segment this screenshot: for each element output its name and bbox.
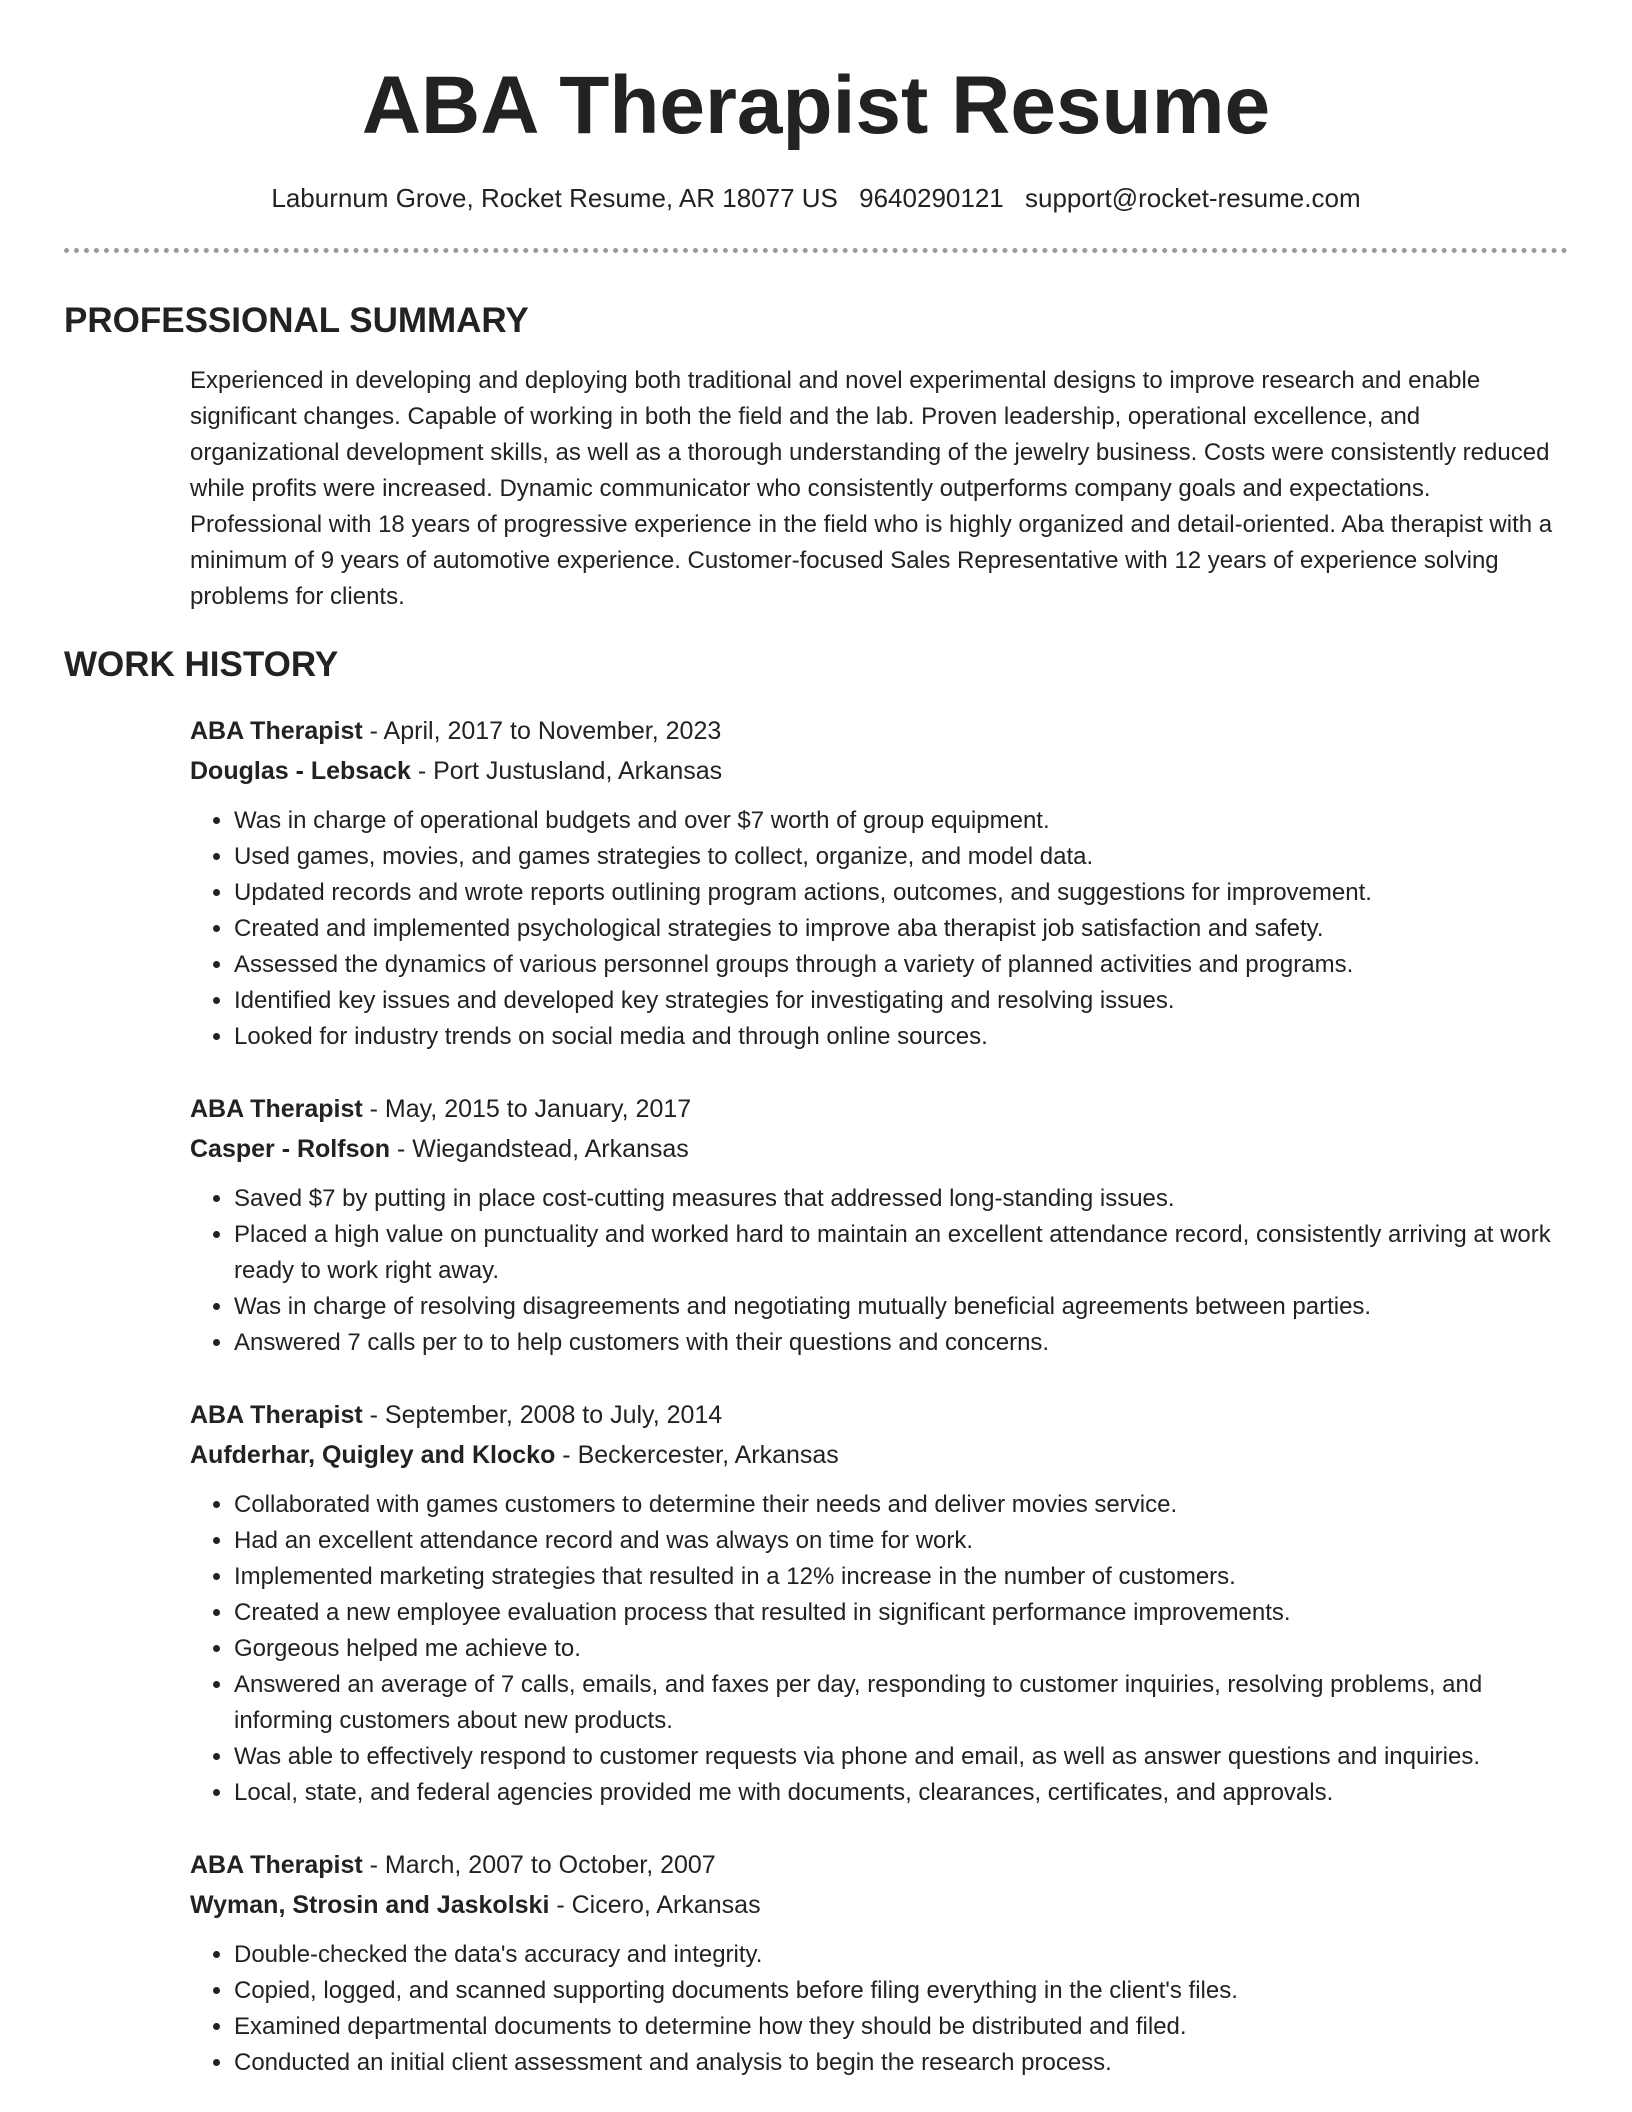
job-bullet: • Conducted an initial client assessment and analysis to begin the research process.: [234, 2045, 1568, 2081]
job-bullet: • Collaborated with games customers to determine their needs and deliver movies service.: [234, 1487, 1568, 1523]
job-company: Wyman, Strosin and Jaskolski: [190, 1891, 550, 1919]
job-title-line: [190, 1395, 1568, 1435]
job-dates: - March, 2007 to October, 2007: [362, 1851, 716, 1879]
job-location: - Beckercester, Arkansas: [555, 1441, 839, 1469]
job-bullet: • Saved $7 by putting in place cost-cutting measures that addressed long-standing issues.: [234, 1181, 1568, 1217]
job-company-line: [190, 1435, 1568, 1475]
job-company: Casper - Rolfson: [190, 1135, 391, 1163]
job-title: ABA Therapist: [190, 1401, 363, 1429]
job-bullet: • Assessed the dynamics of various personnel groups through a variety of planned activities and programs.: [234, 947, 1568, 983]
summary-text: Experienced in developing and deploying both traditional and novel experimental designs to improve research and enable significant changes. Capable of working in both the field and the lab. Proven leadership, operational excellence, and organizational development skills, as well as a thorough understanding of the jewelry business. Costs were consistently reduced while profits were increased. Dynamic communicator who consistently outperforms company goals and expectations. Professional with 18 years of progressive experience in the field who is highly organized and detail-oriented. Aba therapist with a minimum of 9 years of automotive experience. Customer-focused Sales Representative with 12 years of experience solving problems for clients.: [190, 367, 1553, 610]
job-entry: [190, 1395, 1568, 1811]
job-company-line: [190, 1129, 1568, 1169]
header-divider: [64, 248, 1568, 253]
job-bullet: • Double-checked the data's accuracy and integrity.: [234, 1937, 1568, 1973]
job-title-line: [190, 1845, 1568, 1885]
job-location: - Wiegandstead, Arkansas: [390, 1135, 689, 1163]
job-location: - Port Justusland, Arkansas: [410, 757, 723, 785]
work-history-list: [190, 711, 1568, 2081]
job-bullets: [190, 1487, 1568, 1811]
job-dates: - May, 2015 to January, 2017: [362, 1095, 692, 1123]
job-bullet: • Copied, logged, and scanned supporting documents before filing everything in the client's files.: [234, 1973, 1568, 2009]
summary-heading: PROFESSIONAL SUMMARY: [64, 301, 529, 340]
job-bullets: [190, 803, 1568, 1055]
job-company: Douglas - Lebsack: [190, 757, 411, 785]
job-company: Aufderhar, Quigley and Klocko: [190, 1441, 556, 1469]
job-bullet: • Implemented marketing strategies that resulted in a 12% increase in the number of customers.: [234, 1559, 1568, 1595]
job-bullet: • Gorgeous helped me achieve to.: [234, 1631, 1568, 1667]
contact-email: support@rocket-resume.com: [1024, 183, 1361, 213]
job-bullet: • Was in charge of operational budgets and over $7 worth of group equipment.: [234, 803, 1568, 839]
job-bullet: • Examined departmental documents to determine how they should be distributed and filed.: [234, 2009, 1568, 2045]
contact-line: [64, 180, 1568, 216]
job-title: ABA Therapist: [190, 1095, 363, 1123]
job-bullet: • Placed a high value on punctuality and worked hard to maintain an excellent attendance record, consistently arriving at work ready to work right away.: [234, 1217, 1568, 1289]
job-bullets: [190, 1937, 1568, 2081]
job-title-line: [190, 1089, 1568, 1129]
job-bullet: • Looked for industry trends on social media and through online sources.: [234, 1019, 1568, 1055]
job-title: ABA Therapist: [190, 1851, 363, 1879]
job-bullet: • Identified key issues and developed key strategies for investigating and resolving issues.: [234, 983, 1568, 1019]
job-bullet: • Answered 7 calls per to to help customers with their questions and concerns.: [234, 1325, 1568, 1361]
job-bullet: • Was able to effectively respond to customer requests via phone and email, as well as answer questions and inquiries.: [234, 1739, 1568, 1775]
contact-address: Laburnum Grove, Rocket Resume, AR 18077 US: [271, 183, 838, 213]
job-dates: - September, 2008 to July, 2014: [362, 1401, 723, 1429]
job-bullet: • Updated records and wrote reports outlining program actions, outcomes, and suggestions for improvement.: [234, 875, 1568, 911]
job-bullet: • Local, state, and federal agencies provided me with documents, clearances, certificates, and approvals.: [234, 1775, 1568, 1811]
job-dates: - April, 2017 to November, 2023: [362, 717, 722, 745]
job-entry: [190, 711, 1568, 1055]
contact-phone: 9640290121: [859, 183, 1004, 213]
work-history-heading: WORK HISTORY: [64, 645, 339, 684]
resume-title: ABA Therapist Resume: [361, 60, 1271, 151]
job-bullet: • Used games, movies, and games strategies to collect, organize, and model data.: [234, 839, 1568, 875]
job-bullet: • Created and implemented psychological strategies to improve aba therapist job satisfaction and safety.: [234, 911, 1568, 947]
job-entry: [190, 1089, 1568, 1361]
job-entry: [190, 1845, 1568, 2081]
job-bullet: • Created a new employee evaluation process that resulted in significant performance improvements.: [234, 1595, 1568, 1631]
job-location: - Cicero, Arkansas: [549, 1891, 761, 1919]
job-bullet: • Answered an average of 7 calls, emails, and faxes per day, responding to customer inquiries, resolving problems, and informing customers about new products.: [234, 1667, 1568, 1739]
job-company-line: [190, 751, 1568, 791]
job-bullet: • Was in charge of resolving disagreements and negotiating mutually beneficial agreements between parties.: [234, 1289, 1568, 1325]
job-company-line: [190, 1885, 1568, 1925]
job-title-line: [190, 711, 1568, 751]
job-bullet: • Had an excellent attendance record and was always on time for work.: [234, 1523, 1568, 1559]
job-title: ABA Therapist: [190, 717, 363, 745]
job-bullets: [190, 1181, 1568, 1361]
